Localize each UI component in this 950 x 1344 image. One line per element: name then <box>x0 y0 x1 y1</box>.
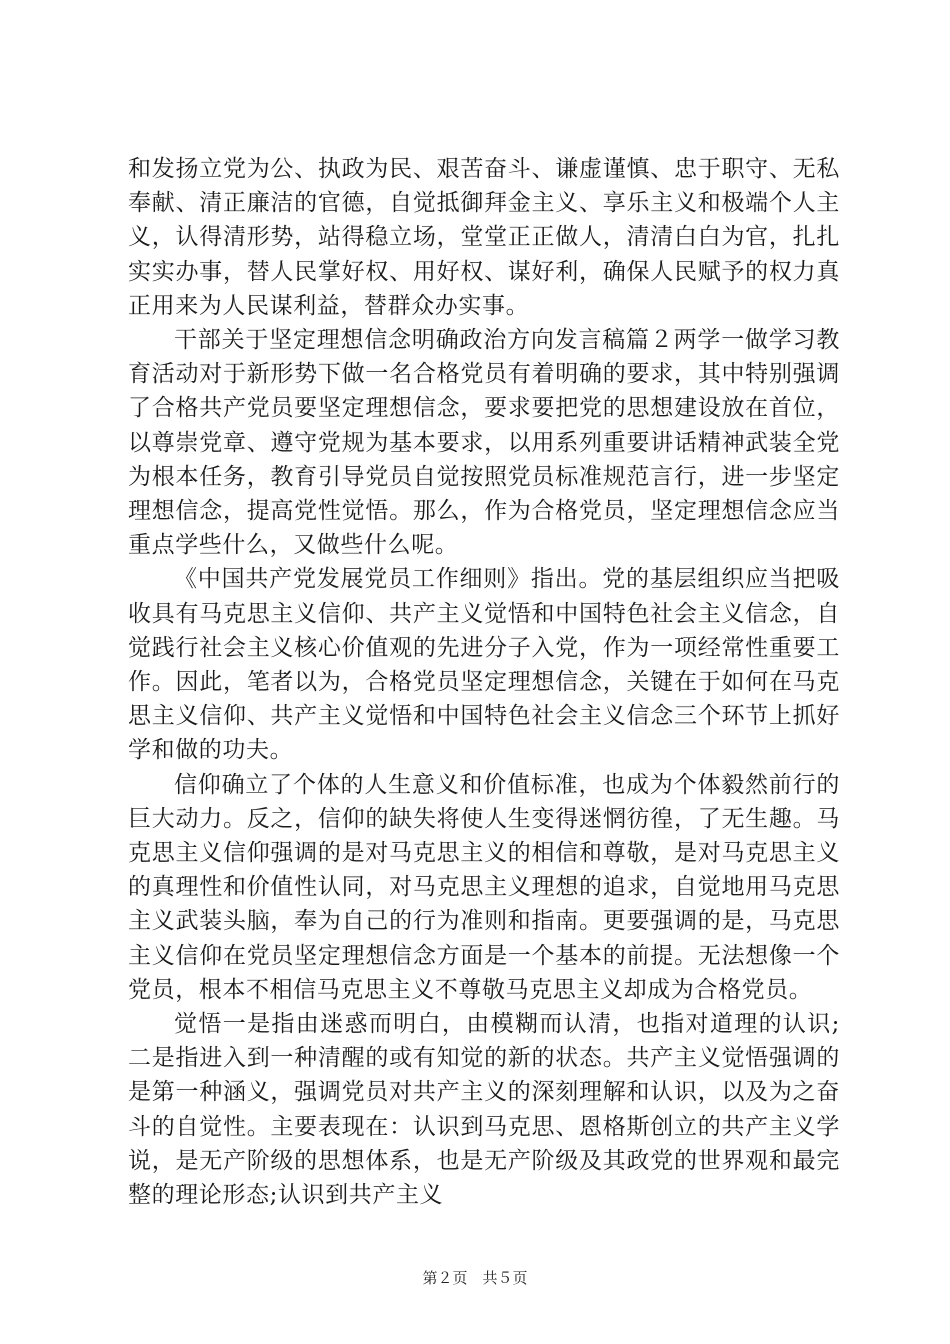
paragraph-4: 信仰确立了个体的人生意义和价值标准，也成为个体毅然前行的巨大动力。反之，信仰的缺失将使人生变得迷惘彷徨，了无生趣。马克思主义信仰强调的是对马克思主义的相信和尊敬，是对马克思主义的真理性和价值性认同，对马克思主义理想的追求，自觉地用马克思主义武装头脑，奉为自己的行为准则和指南。更要强调的是，马克思主义信仰在党员坚定理想信念方面是一个基本的前提。无法想像一个党员，根本不相信马克思主义不尊敬马克思主义却成为合格党员。 <box>128 771 840 1003</box>
paragraph-2: 干部关于坚定理想信念明确政治方向发言稿篇２两学一做学习教育活动对于新形势下做一名合格党员有着明确的要求，其中特别强调了合格共产党员要坚定理想信念，要求要把党的思想建设放在首位，以尊崇党章、遵守党规为基本要求，以用系列重要讲话精神武装全党为根本任务，教育引导党员自觉按照党员标准规范言行，进一步坚定理想信念，提高党性觉悟。那么，作为合格党员，坚定理想信念应当重点学些什么，又做些什么呢。 <box>128 327 840 559</box>
document-body <box>128 152 840 1212</box>
paragraph-3: 《中国共产党发展党员工作细则》指出。党的基层组织应当把吸收具有马克思主义信仰、共产主义觉悟和中国特色社会主义信念，自觉践行社会主义核心价值观的先进分子入党，作为一项经常性重要工作。因此，笔者以为，合格党员坚定理想信念，关键在于如何在马克思主义信仰、共产主义觉悟和中国特色社会主义信念三个环节上抓好学和做的功夫。 <box>128 566 840 764</box>
page-number-footer: 第２页 共５页 <box>422 1269 528 1287</box>
paragraph-1: 和发扬立党为公、执政为民、艰苦奋斗、谦虚谨慎、忠于职守、无私奉献、清正廉洁的官德，自觉抵御拜金主义、享乐主义和极端个人主义，认得清形势，站得稳立场，堂堂正正做人，清清白白为官，扎扎实实办事，替人民掌好权、用好权、谋好利，确保人民赋予的权力真正用来为人民谋利益，替群众办实事。 <box>128 156 840 319</box>
paragraph-5: 觉悟一是指由迷惑而明白，由模糊而认清，也指对道理的认识;二是指进入到一种清醒的或有知觉的新的状态。共产主义觉悟强调的是第一种涵义，强调党员对共产主义的深刻理解和认识，以及为之奋斗的自觉性。主要表现在：认识到马克思、恩格斯创立的共产主义学说，是无产阶级的思想体系，也是无产阶级及其政党的世界观和最完整的理论形态;认识到共产主义 <box>128 1011 840 1209</box>
